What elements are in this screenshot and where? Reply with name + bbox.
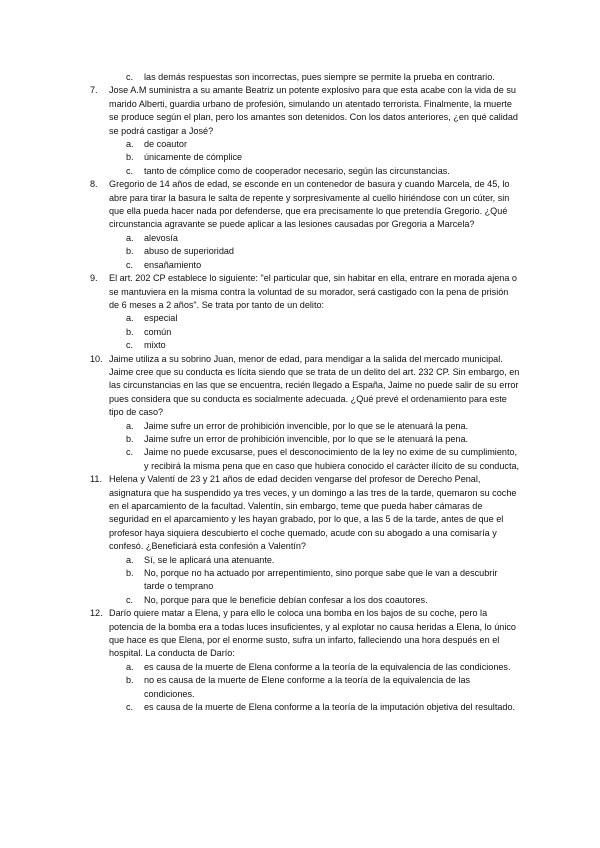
option-b: [126, 326, 520, 339]
question-options: [109, 312, 520, 352]
option-c: [126, 71, 520, 84]
option-letter: c.: [126, 594, 134, 605]
option-a: [126, 232, 520, 245]
question-text: Jaime utiliza a su sobrino Juan, menor de edad, para mendigar a la salida del mercado municipal. Jaime cree que su conducta es lícita siendo que se trata de un delito del art. 232 CP. Sin embargo, en las circunstancias en las que se encuentra, recién llegado a España, Jaime no puede salir de su error pues considera que su conducta es socialmente adecuada. ¿Qué prevé el ordenamiento para este tipo de caso?: [109, 353, 520, 418]
option-c: [126, 594, 520, 607]
question-9: [90, 272, 520, 352]
question-text: Darío quiere matar a Elena, y para ello le coloca una bomba en los bajos de su coche, pero la potencia de la bomba era a todas luces insuficientes, y al explotar no causa heridas a Elena, lo único que hace es que Elena, por el enorme susto, sufra un infarto, falleciendo una hora después en el hospital. La conducta de Darío:: [109, 608, 516, 659]
option-b: [126, 151, 520, 164]
question-number: 8.: [90, 179, 98, 190]
option-text: No, porque no ha actuado por arrepentimiento, sino porque sabe que le van a descubrir tarde o temprano: [144, 568, 498, 592]
question-options: [109, 138, 520, 178]
question-number: 10.: [90, 353, 103, 364]
option-letter: b.: [126, 433, 134, 444]
option-letter: a.: [126, 139, 134, 150]
option-letter: c.: [126, 72, 134, 82]
option-b: [126, 245, 520, 258]
option-text: mixto: [144, 340, 166, 351]
option-text: Jaime sufre un error de prohibición invencible, por lo que se le atenuará la pena.: [144, 433, 469, 444]
option-letter: a.: [126, 661, 134, 672]
option-text: especial: [144, 313, 178, 324]
option-letter: c.: [126, 340, 134, 351]
option-text: de coautor: [144, 139, 187, 150]
option-text: Sí, se le aplicará una atenuante.: [144, 554, 275, 565]
option-letter: b.: [126, 152, 134, 163]
question-11: [90, 473, 520, 607]
option-b: [126, 567, 520, 594]
option-letter: a.: [126, 420, 134, 431]
option-text: es causa de la muerte de Elena conforme a la teoría de la imputación objetiva del resultado.: [144, 702, 516, 713]
question-options: [109, 661, 520, 715]
question-number: 7.: [90, 85, 98, 96]
lead-options: [90, 71, 520, 84]
option-a: [126, 661, 520, 674]
option-text: únicamente de cómplice: [144, 152, 243, 163]
question-12: [90, 607, 520, 714]
option-c: [126, 701, 520, 714]
option-text: no es causa de la muerte de Elene conforme a la teoría de la equivalencia de las condiciones.: [144, 675, 471, 699]
option-text: ensañamiento: [144, 259, 202, 270]
option-letter: b.: [126, 246, 134, 257]
option-text: No, porque para que le beneficie debían confesar a los dos coautores.: [144, 594, 428, 605]
option-text: abuso de superioridad: [144, 246, 234, 257]
question-text: Jose A.M suministra a su amante Beatriz un potente explosivo para que esta acabe con la vida de su marido Alberti, guardia urbano de profesión, simulando un atentado terrorista. Finalmente, la muerte se produce según el plan, pero los amantes son detenidos. Con los datos anteriores, ¿en qué calidad se podrá castigar a José?: [109, 85, 518, 136]
question-number: 9.: [90, 273, 98, 284]
option-a: [126, 420, 520, 433]
option-b: [126, 433, 520, 446]
option-letter: b.: [126, 675, 134, 686]
question-text: Gregorio de 14 años de edad, se esconde en un contenedor de basura y cuando Marcela, de 45, lo abre para tirar la basura le salta de repente y sorpresivamente al cuello hiriéndose con un cúter, sin que ella pueda hacer nada por defenderse, que era precisamente lo que pretendía Gregorio. ¿Qué circunstancia agravante se puede aplicar a las lesiones causadas por Gregoria a Marcela?: [109, 179, 510, 230]
option-text: común: [144, 326, 172, 337]
option-letter: a.: [126, 554, 134, 565]
option-letter: c.: [126, 702, 134, 713]
option-c: [126, 259, 520, 272]
option-b: [126, 674, 520, 701]
question-text: Helena y Valentí de 23 y 21 años de edad deciden vengarse del profesor de Derecho Penal, asignatura que ha suspendido ya tres veces, y un domingo a las tres de la tarde, quemaron su coche en el aparcamiento de la facultad. Valentín, sin embargo, teme que pueda haber cámaras de seguridad en el aparcamiento y les hayan grabado, por lo que, a las 5 de la tarde, antes de que el profesor haya siquiera descubierto el coche quemado, acude con su abogado a una comisaría y confesó. ¿Beneficiará esta confesión a Valentín?: [109, 474, 517, 552]
option-letter: c.: [126, 259, 134, 270]
question-options: [109, 232, 520, 272]
question-number: 11.: [90, 474, 102, 485]
option-text: alevosía: [144, 232, 178, 243]
option-letter: a.: [126, 313, 134, 324]
exam-questions: [90, 71, 520, 715]
option-a: [126, 554, 520, 567]
option-text: Jaime no puede excusarse, pues el desconocimiento de la ley no exime de su cumplimiento, y recibirá la misma pena que en caso que hubiera conocido el carácter ilícito de su conducta,: [144, 447, 520, 471]
option-text: las demás respuestas son incorrectas, pues siempre se permite la prueba en contrario.: [144, 72, 495, 82]
option-letter: b.: [126, 326, 134, 337]
option-c: [126, 165, 520, 178]
question-7: [90, 84, 520, 178]
question-10: [90, 353, 520, 474]
option-letter: c.: [126, 165, 134, 176]
option-letter: b.: [126, 568, 134, 579]
option-c: [126, 446, 520, 473]
option-a: [126, 138, 520, 151]
question-text: El art. 202 CP establece lo siguiente: "el particular que, sin habitar en ella, entrare en morada ajena o se mantuviera en la misma contra la voluntad de su morador, será castigado con la pena de prisión de 6 meses a 2 años". Se trata por tanto de un delito:: [109, 273, 517, 310]
option-text: Jaime sufre un error de prohibición invencible, por lo que se le atenuará la pena.: [144, 420, 469, 431]
option-a: [126, 312, 520, 325]
option-letter: c.: [126, 447, 134, 458]
option-c: [126, 339, 520, 352]
question-8: [90, 178, 520, 272]
option-text: es causa de la muerte de Elena conforme a la teoría de la equivalencia de las condiciones.: [144, 661, 511, 672]
question-options: [109, 554, 520, 608]
option-letter: a.: [126, 232, 134, 243]
question-number: 12.: [90, 608, 103, 619]
question-options: [109, 420, 520, 474]
option-text: tanto de cómplice como de cooperador necesario, según las circunstancias.: [144, 165, 450, 176]
